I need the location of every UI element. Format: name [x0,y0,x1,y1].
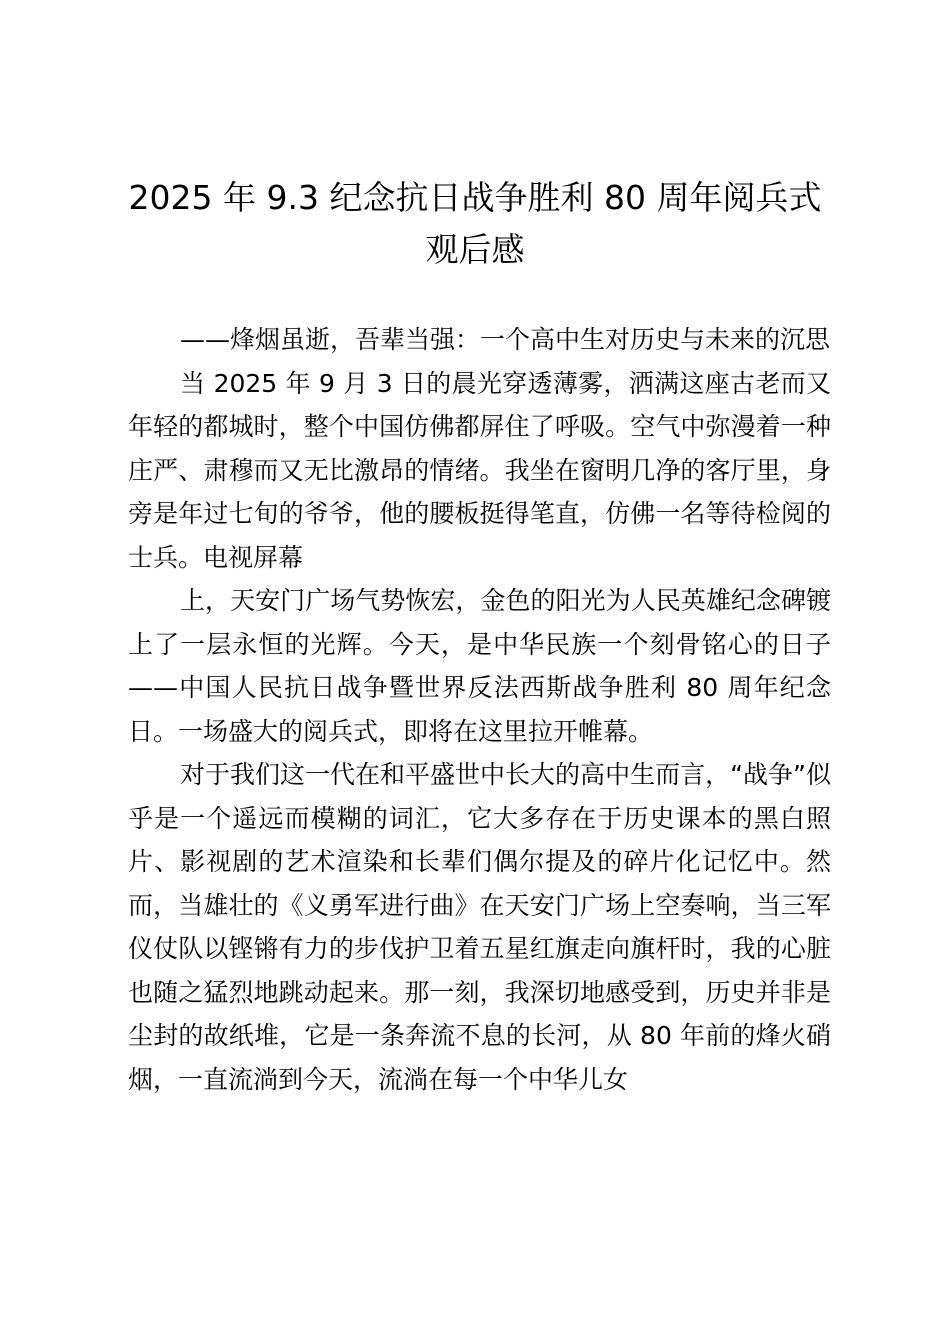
document-body [128,318,831,1101]
title-line-2: 观后感 [425,230,525,269]
subtitle-paragraph: ——烽烟虽逝，吾辈当强：一个高中生对历史与未来的沉思 [180,325,831,354]
title-line-1: 2025 年 9.3 纪念抗日战争胜利 80 周年阅兵式 [128,178,822,217]
body-paragraph-1: 当 2025 年 9 月 3 日的晨光穿透薄雾，洒满这座古老而又年轻的都城时，整个中国仿佛都屏住了呼吸。空气中弥漫着一种庄严、肃穆而又无比激昂的情绪。我坐在窗明几净的客厅里，身旁是年过七旬的爷爷，他的腰板挺得笔直，仿佛一名等待检阅的士兵。电视屏幕 [128,368,831,572]
body-paragraph-3: 对于我们这一代在和平盛世中长大的高中生而言，“战争”似乎是一个遥远而模糊的词汇，它大多存在于历史课本的黑白照片、影视剧的艺术渲染和长辈们偶尔提及的碎片化记忆中。然而，当雄壮的《义勇军进行曲》在天安门广场上空奏响，当三军仪仗队以铿锵有力的步伐护卫着五星红旗走向旗杆时，我的心脏也随之猛烈地跳动起来。那一刻，我深切地感受到，历史并非是尘封的故纸堆，它是一条奔流不息的长河，从 80 年前的烽火硝烟，一直流淌到今天，流淌在每一个中华儿女 [128,760,831,1094]
body-paragraph-2: 上，天安门广场气势恢宏，金色的阳光为人民英雄纪念碑镀上了一层永恒的光辉。今天，是中华民族一个刻骨铭心的日子——中国人民抗日战争暨世界反法西斯战争胜利 80 周年纪念日。一场盛大的阅兵式，即将在这里拉开帷幕。 [128,586,831,746]
document-title [100,172,850,276]
